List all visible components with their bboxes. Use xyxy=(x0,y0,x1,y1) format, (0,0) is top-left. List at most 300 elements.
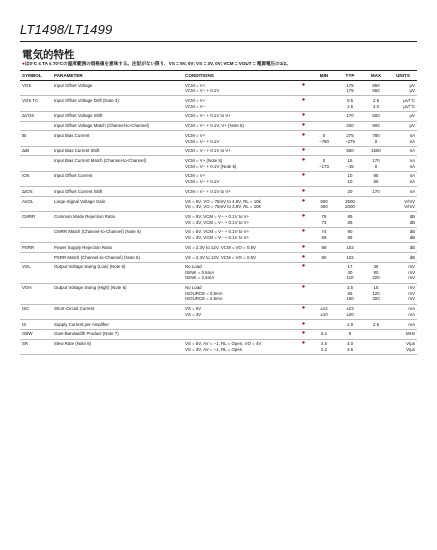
min-cell-line: 500 xyxy=(320,198,328,204)
typ-cell-line: 40 xyxy=(347,269,353,275)
min-cell-line: 80 xyxy=(321,254,327,260)
conditions-cell xyxy=(183,131,296,146)
max-cell-line: 2.5 xyxy=(372,97,380,103)
typ-cell xyxy=(337,121,363,131)
conditions-cell xyxy=(183,146,296,156)
conditions-cell xyxy=(183,111,296,121)
min-cell-line: −170 xyxy=(319,163,329,169)
max-cell xyxy=(363,111,389,121)
typ-cell xyxy=(337,212,363,227)
conditions-cell xyxy=(183,156,296,171)
min-cell-line xyxy=(313,189,335,195)
parameter-cell: Slew Rate (Note 8) xyxy=(52,339,183,354)
temperature-range-dot-icon: ● xyxy=(296,146,311,156)
header-conditions: CONDITIONS xyxy=(183,71,296,81)
conditions-cell-line: VCM = V− + 0.1V xyxy=(185,179,220,185)
typ-cell-line: 110 xyxy=(346,275,354,281)
section-note-text: は0°C ≤ TA ≤ 70°Cの温度範囲の規格値を意味する。注記がない限り、VS = 5V, 0V; VS = 3V, 0V; VCM = VOUT = 電源電圧の1/2。 xyxy=(24,61,291,66)
units-cell xyxy=(389,131,417,146)
conditions-cell-line: VS = 5V xyxy=(185,306,202,312)
conditions-cell xyxy=(183,187,296,197)
units-cell xyxy=(389,262,417,283)
max-cell-line: 15 xyxy=(373,285,379,291)
conditions-cell-line: VS = 5V, AV = −1, RL = Open, VO = 4V xyxy=(185,341,262,347)
conditions-cell xyxy=(183,96,296,111)
parameter-cell: Common Mode Rejection Ratio xyxy=(52,212,183,227)
min-cell xyxy=(311,146,337,156)
typ-cell-line: 20 xyxy=(347,188,353,194)
table-row xyxy=(20,243,417,253)
parameter-cell: Input Offset Current Shift xyxy=(52,187,183,197)
units-cell-line: nA xyxy=(409,188,415,194)
typ-cell-line: 10 xyxy=(347,179,353,185)
typ-cell xyxy=(337,262,363,283)
max-cell-line: 650 xyxy=(372,88,380,94)
units-cell xyxy=(389,111,417,121)
conditions-cell-line xyxy=(185,322,294,328)
max-cell xyxy=(363,131,389,146)
units-cell-line: nA xyxy=(409,163,415,169)
min-cell xyxy=(311,212,337,227)
min-cell-line xyxy=(313,179,335,185)
parameter-cell: Output Voltage Swing (High) (Note 6) xyxy=(52,283,183,304)
max-cell xyxy=(363,243,389,253)
conditions-cell xyxy=(183,339,296,354)
section-title: 電気的特性 xyxy=(22,49,75,61)
header-max: MAX xyxy=(363,71,389,81)
max-cell-line: 600 xyxy=(372,113,380,119)
min-cell-line xyxy=(313,296,335,302)
typ-cell-line: 550 xyxy=(346,148,354,154)
max-cell xyxy=(363,197,389,212)
typ-cell xyxy=(337,252,363,262)
typ-cell-line: 55 xyxy=(347,290,353,296)
table-row xyxy=(20,121,417,131)
conditions-cell-line: VS = 3V, AV = −1, RL = Open xyxy=(185,346,243,352)
table-row xyxy=(20,171,417,186)
units-cell-line: nA xyxy=(409,138,415,144)
page-title: LT1498/LT1499 xyxy=(20,22,113,37)
parameter-cell: Input Offset Current xyxy=(52,171,183,186)
conditions-cell-line: VS = 3V, VCM = V− + 0.1V to V+ xyxy=(185,219,250,225)
min-cell xyxy=(311,131,337,146)
conditions-cell-line: VS = 3V, VO = 75mV to 2.8V, RL = 10k xyxy=(185,204,261,210)
max-cell xyxy=(363,262,389,283)
symbol-cell: ISC xyxy=(20,304,52,319)
conditions-cell-line: ISINK = 0.5mA xyxy=(185,269,215,275)
table-body xyxy=(20,81,417,355)
max-cell-line xyxy=(365,255,387,261)
typ-cell-line: 2500 xyxy=(345,198,355,204)
typ-cell xyxy=(337,243,363,253)
units-cell xyxy=(389,227,417,242)
bullet-icon: ● xyxy=(22,61,25,66)
symbol-cell: VOL xyxy=(20,262,52,283)
conditions-cell-line: VCM = V− xyxy=(185,103,206,109)
symbol-cell: GBW xyxy=(20,329,52,339)
max-cell-line xyxy=(365,245,387,251)
typ-cell xyxy=(337,131,363,146)
min-cell xyxy=(311,81,337,96)
typ-cell xyxy=(337,283,363,304)
typ-cell-line: 10 xyxy=(347,173,353,179)
units-cell-line: dB xyxy=(409,254,415,260)
units-cell xyxy=(389,283,417,304)
header-symbol: SYMBOL xyxy=(20,71,52,81)
temperature-range-dot-icon: ● xyxy=(296,111,311,121)
units-cell-line: nA xyxy=(409,173,415,179)
min-cell-line xyxy=(313,88,335,94)
symbol-cell xyxy=(20,252,52,262)
max-cell-line: 0 xyxy=(374,163,378,169)
typ-cell xyxy=(337,111,363,121)
conditions-cell xyxy=(183,243,296,253)
parameter-cell: Input Offset Voltage Shift xyxy=(52,111,183,121)
max-cell xyxy=(363,187,389,197)
max-cell xyxy=(363,156,389,171)
symbol-cell: ΔIOS xyxy=(20,187,52,197)
conditions-cell xyxy=(183,171,296,186)
max-cell-line: 0 xyxy=(374,138,378,144)
conditions-cell xyxy=(183,197,296,212)
units-cell-line: dB xyxy=(409,219,415,225)
parameter-cell: Output Voltage Swing (Low) (Note 6) xyxy=(52,262,183,283)
typ-cell-line: 160 xyxy=(346,296,354,302)
units-cell-line: mV xyxy=(408,275,415,281)
conditions-cell-line: VCM = V+ xyxy=(185,97,206,103)
min-cell-line: ±12 xyxy=(320,306,328,312)
symbol-cell: IB xyxy=(20,131,52,146)
max-cell-line xyxy=(365,331,387,337)
table-row xyxy=(20,197,417,212)
max-cell-line: 85 xyxy=(373,179,379,185)
max-cell xyxy=(363,212,389,227)
min-cell xyxy=(311,243,337,253)
header-units: UNITS xyxy=(389,71,417,81)
min-cell-line xyxy=(313,275,335,281)
max-cell-line: 220 xyxy=(372,275,380,281)
symbol-cell xyxy=(20,121,52,131)
conditions-cell-line: ISOURCE = 0.5mA xyxy=(185,290,223,296)
temperature-range-dot-icon: ● xyxy=(296,227,311,242)
min-cell-line: 400 xyxy=(320,204,328,210)
typ-cell-line: 4.0 xyxy=(346,341,354,347)
electrical-characteristics-table xyxy=(20,70,417,355)
max-cell xyxy=(363,320,389,330)
table-row xyxy=(20,320,417,330)
conditions-cell-line xyxy=(185,331,294,337)
min-cell-line xyxy=(313,123,335,129)
conditions-cell-line: VCM = V+ xyxy=(185,173,206,179)
parameter-cell: Supply Current per Amplifier xyxy=(52,320,183,330)
table-row xyxy=(20,212,417,227)
conditions-cell xyxy=(183,252,296,262)
table-row xyxy=(20,227,417,242)
table-header-row xyxy=(20,71,417,81)
min-cell xyxy=(311,252,337,262)
min-cell xyxy=(311,171,337,186)
units-cell-line: dB xyxy=(409,213,415,219)
conditions-cell xyxy=(183,121,296,131)
typ-cell-line: −15 xyxy=(346,163,354,169)
conditions-cell-line: VCM = V+ xyxy=(185,132,206,138)
max-cell-line: 80 xyxy=(373,269,379,275)
parameter-cell: Short-Circuit Current xyxy=(52,304,183,319)
parameter-cell: Gain-Bandwidth Product (Note 7) xyxy=(52,329,183,339)
max-cell-line: 170 xyxy=(372,158,380,164)
symbol-cell xyxy=(20,227,52,242)
temperature-range-dot-icon: ● xyxy=(296,243,311,253)
temperature-range-dot-icon: ● xyxy=(296,156,311,171)
units-cell xyxy=(389,252,417,262)
conditions-cell xyxy=(183,329,296,339)
units-cell-line: μV xyxy=(409,113,415,119)
min-cell xyxy=(311,283,337,304)
units-cell-line: V/mV xyxy=(404,204,415,210)
min-cell-line: −780 xyxy=(319,138,329,144)
max-cell-line xyxy=(365,220,387,226)
units-cell xyxy=(389,304,417,319)
min-cell-line: 73 xyxy=(321,219,327,225)
conditions-cell-line: No Load xyxy=(185,264,202,270)
units-cell-line: V/mV xyxy=(404,198,415,204)
header-parameter: PARAMETER xyxy=(52,71,183,81)
units-cell-line: μV xyxy=(409,88,415,94)
conditions-cell-line: VCM = V+ xyxy=(185,82,206,88)
symbol-cell: ΔIB xyxy=(20,146,52,156)
min-cell-line: 86 xyxy=(321,244,327,250)
typ-cell-line: −275 xyxy=(345,138,355,144)
temperature-range-dot-icon: ● xyxy=(296,339,311,354)
conditions-cell-line: VS = 5V, VCM = V− + 0.1V to V+ xyxy=(185,229,250,235)
parameter-cell: Input Offset Voltage Match (Channel-to-Channel) xyxy=(52,121,183,131)
typ-cell-line: 175 xyxy=(346,88,354,94)
max-cell-line: 900 xyxy=(372,123,380,129)
parameter-cell: Power Supply Rejection Ratio xyxy=(52,243,183,253)
typ-cell-line: ±23 xyxy=(346,306,354,312)
min-cell xyxy=(311,121,337,131)
min-cell-line xyxy=(313,322,335,328)
conditions-cell-line: VCM = V− + 0.1V xyxy=(185,88,220,94)
conditions-cell xyxy=(183,283,296,304)
typ-cell-line: 1.9 xyxy=(346,321,354,327)
min-cell-line: 6.1 xyxy=(320,331,328,337)
parameter-cell: Input Bias Current Match (Channel-to-Channel) xyxy=(52,156,183,171)
max-cell-line xyxy=(365,312,387,318)
table-row xyxy=(20,329,417,339)
min-cell xyxy=(311,227,337,242)
conditions-cell-line: VS = 5V, VCM = V− + 0.1V to V+ xyxy=(185,213,250,219)
typ-cell xyxy=(337,146,363,156)
max-cell-line: 120 xyxy=(372,290,380,296)
conditions-cell-line: VS = 2.3V to 12V, VCM = VO = 0.5V xyxy=(185,244,256,250)
typ-cell xyxy=(337,197,363,212)
min-cell xyxy=(311,96,337,111)
typ-cell xyxy=(337,329,363,339)
units-cell-line: mA xyxy=(408,311,415,317)
units-cell-line: nA xyxy=(409,148,415,154)
max-cell xyxy=(363,146,389,156)
min-cell-line xyxy=(313,148,335,154)
conditions-cell xyxy=(183,227,296,242)
max-cell-line: 780 xyxy=(372,132,380,138)
conditions-cell xyxy=(183,304,296,319)
min-cell xyxy=(311,197,337,212)
min-cell xyxy=(311,339,337,354)
min-cell-line xyxy=(313,113,335,119)
units-cell xyxy=(389,197,417,212)
parameter-cell: Input Bias Current xyxy=(52,131,183,146)
parameter-cell: CMRR Match (Channel-to-Channel) (Note 5) xyxy=(52,227,183,242)
typ-cell-line: 275 xyxy=(346,132,354,138)
typ-cell-line: 102 xyxy=(346,244,354,250)
temperature-range-dot-icon: ● xyxy=(296,320,311,330)
max-cell xyxy=(363,283,389,304)
table-row xyxy=(20,156,417,171)
conditions-cell-line: VCM = V− + 0.1V to V+ xyxy=(185,188,231,194)
conditions-cell xyxy=(183,320,296,330)
min-cell-line: 78 xyxy=(321,213,327,219)
symbol-cell: ΔVOS xyxy=(20,111,52,121)
table-row xyxy=(20,304,417,319)
typ-cell-line: 15 xyxy=(347,158,353,164)
conditions-cell-line: No Load xyxy=(185,285,202,291)
units-cell xyxy=(389,156,417,171)
min-cell-line: 74 xyxy=(321,229,327,235)
table-row xyxy=(20,81,417,96)
typ-cell-line: 17 xyxy=(347,264,353,270)
table-row xyxy=(20,96,417,111)
temperature-range-dot-icon: ● xyxy=(296,283,311,304)
max-cell xyxy=(363,304,389,319)
min-cell-line xyxy=(313,104,335,110)
temperature-range-dot-icon: ● xyxy=(296,252,311,262)
typ-cell xyxy=(337,96,363,111)
symbol-cell: PSRR xyxy=(20,243,52,253)
temperature-range-dot-icon: ● xyxy=(296,197,311,212)
units-cell-line: mV xyxy=(408,296,415,302)
units-cell-line: dB xyxy=(409,244,415,250)
max-cell-line: 4.0 xyxy=(372,103,380,109)
typ-cell-line: 3.5 xyxy=(346,285,354,291)
min-cell xyxy=(311,304,337,319)
symbol-cell xyxy=(20,156,52,171)
parameter-cell: Large-Signal Voltage Gain xyxy=(52,197,183,212)
units-cell-line: mV xyxy=(408,269,415,275)
parameter-cell: Input Bias Current Shift xyxy=(52,146,183,156)
conditions-cell-line: VCM = V− + 0.1V to V+ xyxy=(185,148,231,154)
units-cell-line: μV xyxy=(409,123,415,129)
typ-cell-line: 9 xyxy=(348,331,352,337)
typ-cell xyxy=(337,81,363,96)
temperature-range-dot-icon: ● xyxy=(296,187,311,197)
units-cell xyxy=(389,212,417,227)
typ-cell-line: 3.5 xyxy=(346,346,354,352)
temperature-range-dot-icon: ● xyxy=(296,212,311,227)
units-cell-line: mV xyxy=(408,290,415,296)
min-cell xyxy=(311,262,337,283)
max-cell-line: 170 xyxy=(372,188,380,194)
min-cell-line: ±10 xyxy=(320,311,328,317)
typ-cell xyxy=(337,156,363,171)
conditions-cell-line: VS = 3V, VCM = V− + 0.1V to V+ xyxy=(185,234,250,240)
conditions-cell-line: VCM = V− + 0.1V xyxy=(185,138,220,144)
max-cell xyxy=(363,121,389,131)
units-cell-line: μV xyxy=(409,82,415,88)
parameter-cell: Input Offset Voltage Drift (Note 3) xyxy=(52,96,183,111)
table-row xyxy=(20,252,417,262)
conditions-cell-line: VCM = V− + 0.1V to V+ xyxy=(185,113,231,119)
conditions-cell-line: VS = 5V, VO = 75mV to 4.8V, RL = 10k xyxy=(185,198,261,204)
symbol-cell: CMRR xyxy=(20,212,52,227)
temperature-range-dot-icon: ● xyxy=(296,81,311,96)
units-cell xyxy=(389,320,417,330)
min-cell xyxy=(311,111,337,121)
temperature-range-dot-icon: ● xyxy=(296,262,311,283)
units-cell-line: nA xyxy=(409,132,415,138)
max-cell-line xyxy=(365,235,387,241)
typ-cell-line: 175 xyxy=(346,82,354,88)
conditions-cell xyxy=(183,81,296,96)
conditions-cell-line: VCM = V− + 0.1V, V+ (Note 5) xyxy=(185,123,244,129)
typ-cell-line: ±20 xyxy=(346,311,354,317)
max-cell-line: 1560 xyxy=(371,148,381,154)
units-cell xyxy=(389,339,417,354)
units-cell-line: μV/°C xyxy=(403,103,415,109)
conditions-cell-line: ISOURCE = 2.5mA xyxy=(185,296,223,302)
typ-cell-line: 2000 xyxy=(345,204,355,210)
table-row xyxy=(20,262,417,283)
symbol-cell: SR xyxy=(20,339,52,354)
table-row xyxy=(20,111,417,121)
max-cell-line: 35 xyxy=(373,264,379,270)
table-row xyxy=(20,146,417,156)
min-cell-line: 0 xyxy=(322,158,326,164)
conditions-cell-line: VS = 2.3V to 12V, VCM = VO = 0.5V xyxy=(185,254,256,260)
temperature-range-dot-icon: ● xyxy=(296,96,311,111)
typ-cell-line: 170 xyxy=(346,113,354,119)
units-cell-line: V/μs xyxy=(406,341,415,347)
typ-cell xyxy=(337,227,363,242)
temperature-range-dot-icon: ● xyxy=(296,131,311,146)
header-dot xyxy=(296,71,311,81)
units-cell-line: mA xyxy=(408,306,415,312)
typ-cell-line: 85 xyxy=(347,219,353,225)
temperature-range-dot-icon: ● xyxy=(296,121,311,131)
table-row xyxy=(20,339,417,354)
table-row xyxy=(20,131,417,146)
units-cell xyxy=(389,187,417,197)
units-cell xyxy=(389,96,417,111)
conditions-cell-line: VCM = V− + 0.1V (Note 5) xyxy=(185,163,237,169)
max-cell-line: 300 xyxy=(372,296,380,302)
min-cell-line: 0 xyxy=(322,132,326,138)
units-cell xyxy=(389,121,417,131)
header-typ: TYP xyxy=(337,71,363,81)
units-cell-line: mV xyxy=(408,264,415,270)
units-cell-line: nA xyxy=(409,179,415,185)
min-cell xyxy=(311,329,337,339)
min-cell xyxy=(311,187,337,197)
typ-cell xyxy=(337,339,363,354)
max-cell xyxy=(363,329,389,339)
units-cell-line: MHz xyxy=(405,331,415,337)
max-cell-line xyxy=(365,347,387,353)
min-cell-line: 2.2 xyxy=(320,346,328,352)
typ-cell-line: 1.5 xyxy=(346,103,354,109)
conditions-cell-line: VCM = V+ (Note 5) xyxy=(185,158,223,164)
conditions-cell-line: ISINK = 2.5mA xyxy=(185,275,215,281)
